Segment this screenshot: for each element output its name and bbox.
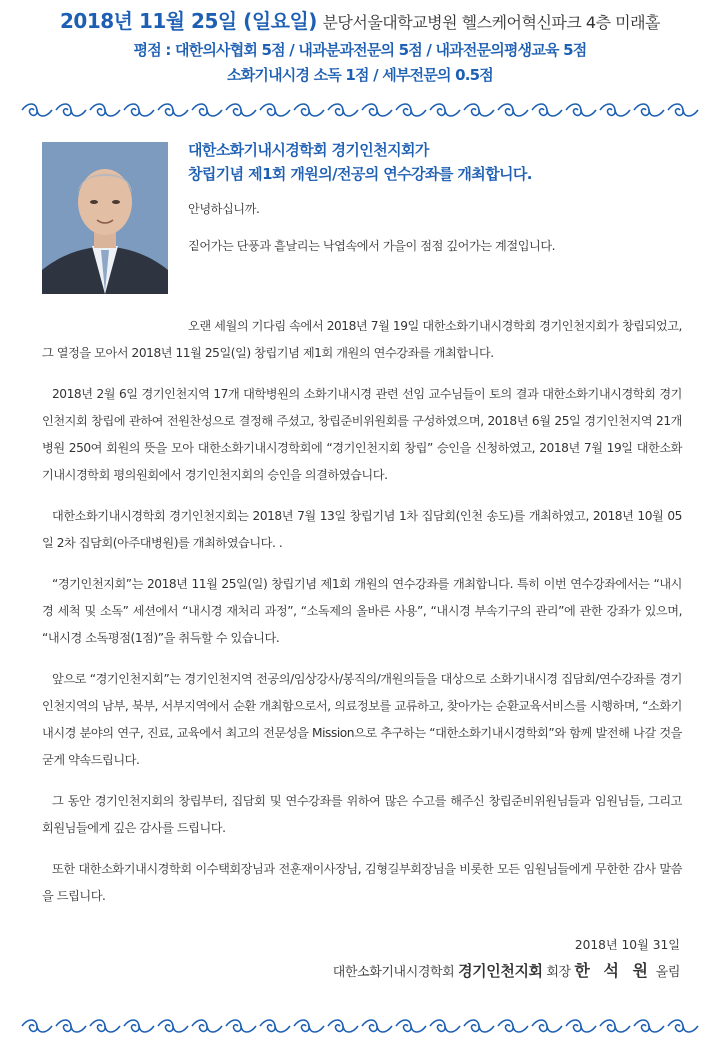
paragraph-1: 오랜 세월의 기다림 속에서 2018년 7월 19일 대한소화기내시경학회 경기인천지회가 창립되었고, 그 열정을 모아서 2018년 11월 25일(일) 창립기념 제1회 개원의 연수강좌를 개최합니다. (42, 319, 682, 360)
headline-line2: 창립기념 제1회 개원의/전공의 연수강좌를 개최합니다. (188, 165, 532, 183)
season-greeting: 짙어가는 단풍과 흩날리는 낙엽속에서 가을이 점점 깊어가는 계절입니다. (188, 239, 556, 253)
signature-block (333, 932, 680, 986)
president-portrait (42, 142, 168, 294)
paragraph-4: “경기인천지회”는 2018년 11월 25일(일) 창립기념 제1회 개원의 연수강좌를 개최합니다. 특히 이번 연수강좌에서는 “내시경 세척 및 소독” 세션에서 “내시경 재처리 과정”, “소독제의 올바른 사용”, “내시경 부속기구의 관리”에 관한 강좌가 있으며, “내시경 소독평점(1점)”을 취득할 수 있습니다. (42, 577, 682, 645)
signer-name: 한 석 원 (574, 961, 652, 980)
intro-section (0, 138, 720, 318)
branch-name: 경기인천지회 (458, 962, 543, 980)
event-date-venue (0, 6, 720, 38)
event-date: 2018년 11월 25일 (일요일) (60, 9, 317, 33)
headline-line1: 대한소화기내시경학회 경기인천지회가 (188, 141, 429, 159)
paragraph-7: 또한 대한소화기내시경학회 이수택회장님과 전훈재이사장님, 김형길부회장님을 비롯한 모든 임원님들에게 무한한 감사 말씀을 드립니다. (42, 862, 682, 903)
credit-points-line1: 평점 : 대한의사협회 5점 / 내과분과전문의 5점 / 내과전문의평생교육 5점 (133, 41, 587, 59)
event-header (0, 0, 720, 88)
signer-title: 회장 (546, 965, 571, 980)
intro-text (188, 138, 688, 260)
signature-line (333, 958, 680, 986)
signature-date: 2018년 10월 31일 (574, 938, 680, 952)
ornamental-divider-top (20, 100, 700, 120)
society-name: 대한소화기내시경학회 (332, 965, 455, 980)
paragraph-6: 그 동안 경기인천지회의 창립부터, 집담회 및 연수강좌를 위하여 많은 수고를 해주신 창립준비위원님들과 임원님들, 그리고 회원님들에게 깊은 감사를 드립니다. (42, 794, 682, 835)
closing-word: 올림 (655, 965, 680, 980)
greeting: 안녕하십니까. (188, 202, 260, 216)
paragraph-2: 2018년 2월 6일 경기인천지역 17개 대학병원의 소화기내시경 관련 선임 교수님들이 토의 결과 대한소화기내시경학회 경기인천지회 창립에 관하여 전원찬성으로 결정해 주셨고, 창립준비위원회를 구성하였으며, 2018년 6월 25일 경기인천지역 21개병원 250여 회원의 뜻을 모아 대한소화기내시경학회에 “경기인천지회 창립” 승인을 신청하였고, 2018년 7월 19일 대한소화기내시경학회 평의원회에서 경기인천지회의 승인을 의결하였습니다. (42, 387, 682, 482)
ornamental-divider-bottom (20, 1016, 700, 1036)
credit-points-line2: 소화기내시경 소독 1점 / 세부전문의 0.5점 (227, 66, 493, 84)
paragraph-3: 대한소화기내시경학회 경기인천지회는 2018년 7월 13일 창립기념 1차 집담회(인천 송도)를 개최하였고, 2018년 10월 05일 2차 집담회(아주대병원)를 개최하였습니다. . (42, 509, 682, 550)
letter-body (42, 313, 682, 924)
event-venue: 분당서울대학교병원 헬스케어혁신파크 4층 미래홀 (322, 13, 660, 32)
paragraph-5: 앞으로 “경기인천지회”는 경기인천지역 전공의/임상강사/봉직의/개원의들을 대상으로 소화기내시경 집담회/연수강좌를 경기인천지역의 남부, 북부, 서부지역에서 순환 개최함으로서, 의료정보를 교류하고, 찾아가는 순환교육서비스를 시행하며, “소화기내시경 분야의 연구, 진료, 교육에서 최고의 전문성을 Mission으로 추구하는 “대한소화기내시경학회”와 함께 발전해 나갈 것을 굳게 약속드립니다. (42, 672, 682, 767)
